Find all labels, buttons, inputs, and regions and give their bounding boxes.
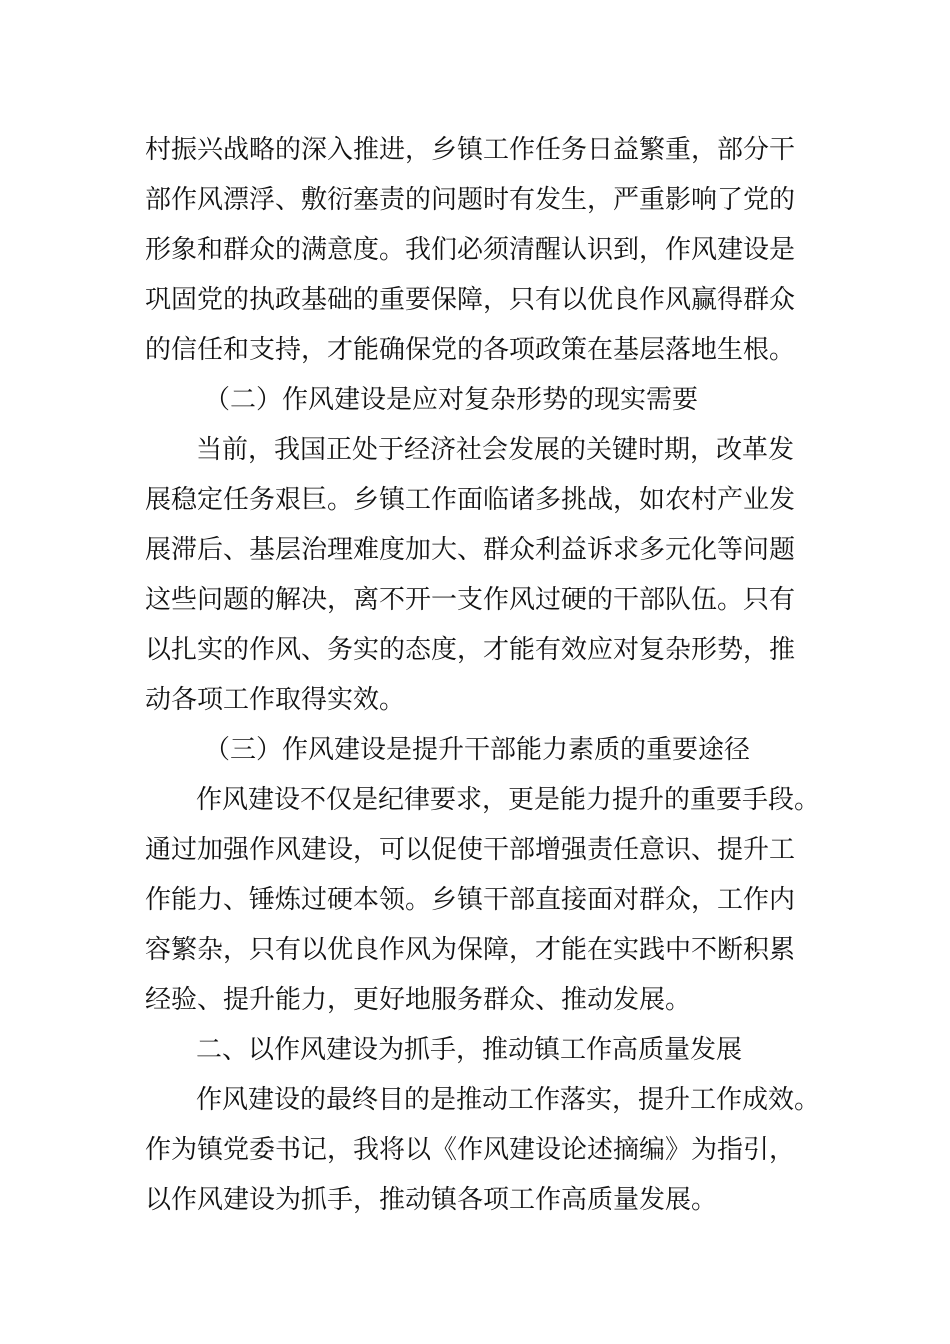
body-text-line: 通过加强作风建设，可以促使干部增强责任意识、提升工 (145, 835, 796, 865)
body-text-line: 作风建设的最终目的是推动工作落实，提升工作成效。 (196, 1085, 821, 1115)
body-text-line: 经验、提升能力，更好地服务群众、推动发展。 (145, 985, 692, 1015)
body-text-line: 当前，我国正处于经济社会发展的关键时期，改革发 (196, 435, 795, 465)
body-text-line: 形象和群众的满意度。我们必须清醒认识到，作风建设是 (145, 235, 796, 265)
body-text-line: 展滞后、基层治理难度加大、群众利益诉求多元化等问题 (145, 535, 796, 565)
body-text-line: 以作风建设为抓手，推动镇各项工作高质量发展。 (145, 1185, 718, 1215)
body-text-line: 这些问题的解决，离不开一支作风过硬的干部队伍。只有 (145, 585, 796, 615)
body-text-line: 作能力、锤炼过硬本领。乡镇干部直接面对群众，工作内 (145, 885, 796, 915)
section-heading-2: （二）作风建设是应对复杂形势的现实需要 (204, 385, 699, 415)
body-text-line: 容繁杂，只有以优良作风为保障，才能在实践中不断积累 (145, 935, 796, 965)
body-text-line: 部作风漂浮、敷衍塞责的问题时有发生，严重影响了党的 (145, 185, 796, 215)
section-heading-main-2: 二、以作风建设为抓手，推动镇工作高质量发展 (196, 1035, 743, 1065)
body-text-line: 以扎实的作风、务实的态度，才能有效应对复杂形势，推 (145, 635, 796, 665)
body-text-line: 展稳定任务艰巨。乡镇工作面临诸多挑战，如农村产业发 (145, 485, 796, 515)
body-text-line: 巩固党的执政基础的重要保障，只有以优良作风赢得群众 (145, 285, 796, 315)
body-text-line: 作风建设不仅是纪律要求，更是能力提升的重要手段。 (196, 785, 821, 815)
body-text-line: 动各项工作取得实效。 (145, 685, 406, 715)
section-heading-3: （三）作风建设是提升干部能力素质的重要途径 (204, 735, 751, 765)
body-text-line: 的信任和支持，才能确保党的各项政策在基层落地生根。 (145, 335, 796, 365)
body-text-line: 作为镇党委书记，我将以《作风建设论述摘编》为指引， (145, 1135, 796, 1165)
body-text-line: 村振兴战略的深入推进，乡镇工作任务日益繁重，部分干 (145, 135, 796, 165)
